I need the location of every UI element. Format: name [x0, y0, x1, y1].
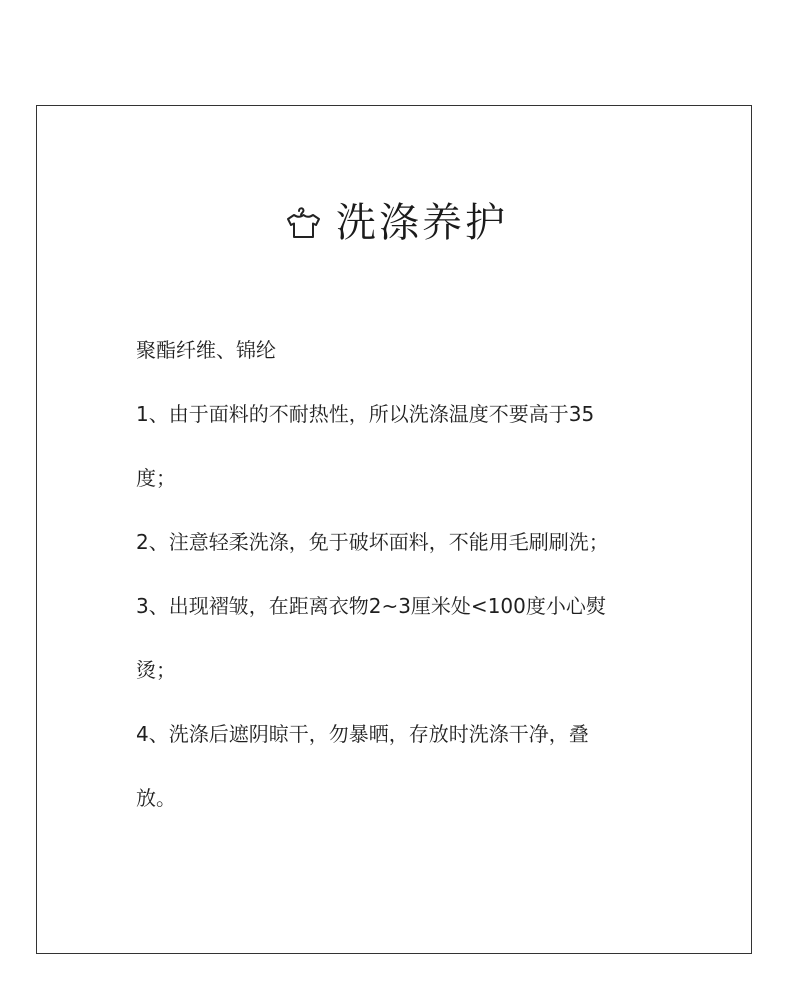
heading: [37, 202, 751, 244]
tshirt-hanger-icon: [280, 202, 322, 244]
instruction-line: 放。: [136, 786, 176, 810]
instruction-line: 1、由于面料的不耐热性，所以洗涤温度不要高于35: [136, 402, 595, 426]
instruction-line: 4、洗涤后遮阴晾干，勿暴晒，存放时洗涤干净，叠: [136, 722, 589, 746]
instruction-line: 3、出现褶皱，在距离衣物2~3厘米处<100度小心熨: [136, 594, 606, 618]
page-title: 洗涤养护: [336, 200, 508, 246]
material-line: 聚酯纤维、锦纶: [136, 338, 276, 362]
instruction-line: 2、注意轻柔洗涤，免于破坏面料，不能用毛刷刷洗；: [136, 530, 609, 554]
instruction-line: 烫；: [136, 658, 176, 682]
instruction-line: 度；: [136, 466, 176, 490]
care-card: [36, 105, 752, 954]
care-instructions: [136, 330, 656, 842]
